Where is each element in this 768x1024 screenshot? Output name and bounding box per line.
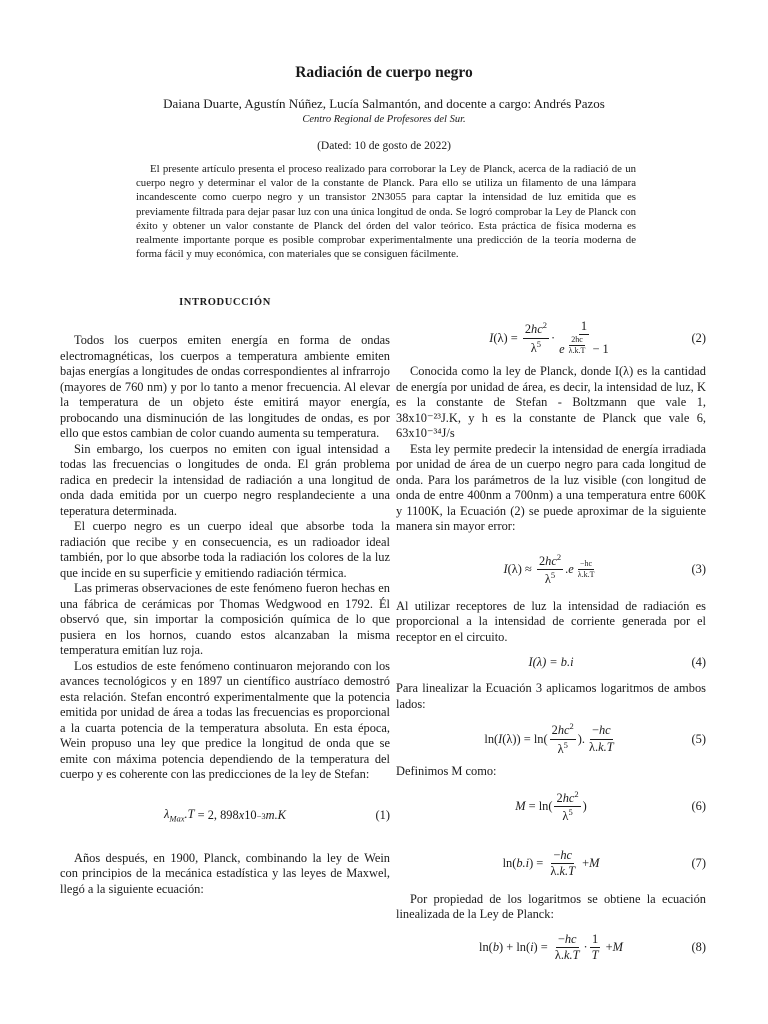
paragraph: Sin embargo, los cuerpos no emiten con igual intensidad a todas las frecuencias o longitudes de onda. El grán problema radica en predecir la intensidad de radiación a una longitud de onda dada emitida por un cuerpo negro resplandeciente a una teperatura determinada. (60, 441, 390, 518)
abstract: El presente artículo presenta el proceso realizado para corroborar la Ley de Planck, acerca de la radiació de un cuerpo negro y determinar el valor de la constante de Planck. Para ello se utiliza un filamento de una lámpara incandescente como cuerpo negro y un transistor 2N3055 para captar la intensidad de luz emitida que es previamente filtrada para dejar pasar luz con una única longitud de onda. Se logró comprobar la Ley de Planck con éxito y obtener un valor constante de Planck del órden del valor teórico. Esta práctica de física moderna es realmente importante porque es posible comprobar experimentalmente una predicción de la teoría moderna de forma fácil y muy económica, con materiales que se consiguen fácilmente. (136, 163, 636, 261)
paragraph: Definimos M como: (396, 764, 497, 778)
equation-2: I (λ) = $\frac{2hc^2}{\lambda^5}$ · 1 e $^{\frac{2hc}{\lambda.k.T}}$ − 1 (2) (489, 319, 706, 356)
equation-4-text: I(λ) = b.i (528, 654, 574, 669)
equation-number: (3) (691, 562, 706, 576)
paragraph: El cuerpo negro es un cuerpo ideal que absorbe toda la radiación que recibe y en consecuencia, es un radioador ideal también, por lo que absorbe toda la radiación los colores de la luz que incide en su superficie y emitiendo radiación térmica. (60, 519, 390, 580)
paragraph: Por propiedad de los logaritmos se obtiene la ecuación linealizada de la Ley de Planck: (396, 891, 706, 921)
equation-number: (8) (691, 940, 706, 954)
paragraph: Para linealizar la Ecuación 3 aplicamos logaritmos de ambos lados: (396, 681, 706, 711)
date-line: (Dated: 10 de gosto de 2022) (317, 140, 451, 152)
right-column (396, 316, 706, 969)
equation-4 (396, 647, 706, 677)
author-list: Daiana Duarte, Agustín Núñez, Lucía Salmantón, and docente a cargo: Andrés Pazos (163, 96, 605, 111)
equation-number: (2) (691, 330, 706, 345)
paragraph: Las primeras observaciones de este fenómeno fueron hechas en una fábrica de cerámicas por Thomas Wedgwood en 1792. Él observó que, sin importar la composición química de lo que pusiera en los hornos, cuando estos alcanzaban la misma temperatura emitían luz roja. (60, 581, 390, 657)
equation-number: (6) (691, 799, 706, 813)
paragraph: Esta ley permite predecir la intensidad de energía irradiada por unidad de área de un cuerpo negro para cada longitud de onda. Para los parámetros de la luz visible (con longitud de onda de entre 400nm a 700nm) a una temperatura entre 600K y 1100K, la Ecuación (2) se puede aproximar de la siguiente manera sin mayor error: (396, 441, 706, 533)
equation-3: I (λ) ≈ $\frac{2hc^2}{\lambda^5}$ . e $\frac{-hc}{\lambda.k.T}$ (3) (503, 551, 706, 587)
equation-8: ln( b ) + ln( i ) = $\frac{-hc}{\lambda.k.T}$ · $\frac{1}{T}$ + M (8) (479, 931, 706, 962)
left-column (60, 333, 390, 897)
section-heading: INTRODUCCIÓN (179, 297, 271, 308)
paragraph: Años después, en 1900, Planck, combinando la ley de Wein con principios de la mecánica estadística y las leyes de Maxwel, llegó a la siguiente ecuación: (60, 850, 390, 896)
paragraph: Los estudios de este fenómeno continuaron mejorando con los avances tecnológicos y en 1897 un científico austríaco demostró esta relación. Stefan encontró experimentalmente que la potencia emitida por unidad de área a todas las frecuencias es proporcional a la cuarta potencia de la temperatura absoluta. En esta época, Wein propuso una ley que predice la longitud de onda que se emite con máxima potencia dependiendo de la temperatura del cuerpo y es coherente con las predicciones de la ley de Stefan: (60, 658, 390, 781)
equation-number: (1) (375, 808, 390, 822)
paragraph: Al utilizar receptores de luz la intensidad de radiación es proporcional a la intensidad de corriente generada por el receptor en el circuito. (396, 598, 706, 644)
affiliation: Centro Regional de Profesores del Sur. (302, 114, 466, 125)
paragraph: Todos los cuerpos emiten energía en forma de ondas electromagnéticas, los cuerpos a temperatura ambiente emiten bajas energías a longitudes de ondas correspondientes al infrarrojo (mayores de 760 nm) y por lo tanto a menor frecuencia. Al elevar la temperatura de un objeto éste emitirá mayor energía, probocando una disminución de las longitudes de ondas, es por ello que estos cambian de color cuando aumenta su temperatura. (60, 333, 390, 440)
equation-6: M = ln( $\frac{2hc^2}{\lambda^5}$ ) (6) (515, 788, 706, 824)
equation-7: ln( b.i ) = $\frac{-hc}{\lambda.k.T}$ + M (7) (502, 847, 706, 878)
equation-number: (4) (691, 654, 706, 669)
equation-1: $\lambda_{Max}.T$ = 2, 898 x 10 −3 m.K (1) (164, 807, 390, 824)
paragraph: Conocida como la ley de Planck, donde I(λ) es la cantidad de energía por unidad de área, es decir, la intensidad de luz, K es la constante de Stefan - Boltzmann que vale 1, 38x10⁻²³J.K, y h es la constante de Planck que vale 6, 63x10⁻³⁴J/s (396, 364, 706, 440)
equation-number: (5) (691, 731, 706, 746)
paper-title: Radiación de cuerpo negro (295, 64, 473, 81)
equation-5: ln( I (λ)) = ln( $\frac{2hc^2}{\lambda^5}$ ). $\frac{-hc}{\lambda.k.T}$ (5) (484, 721, 706, 756)
equation-number: (7) (691, 856, 706, 870)
